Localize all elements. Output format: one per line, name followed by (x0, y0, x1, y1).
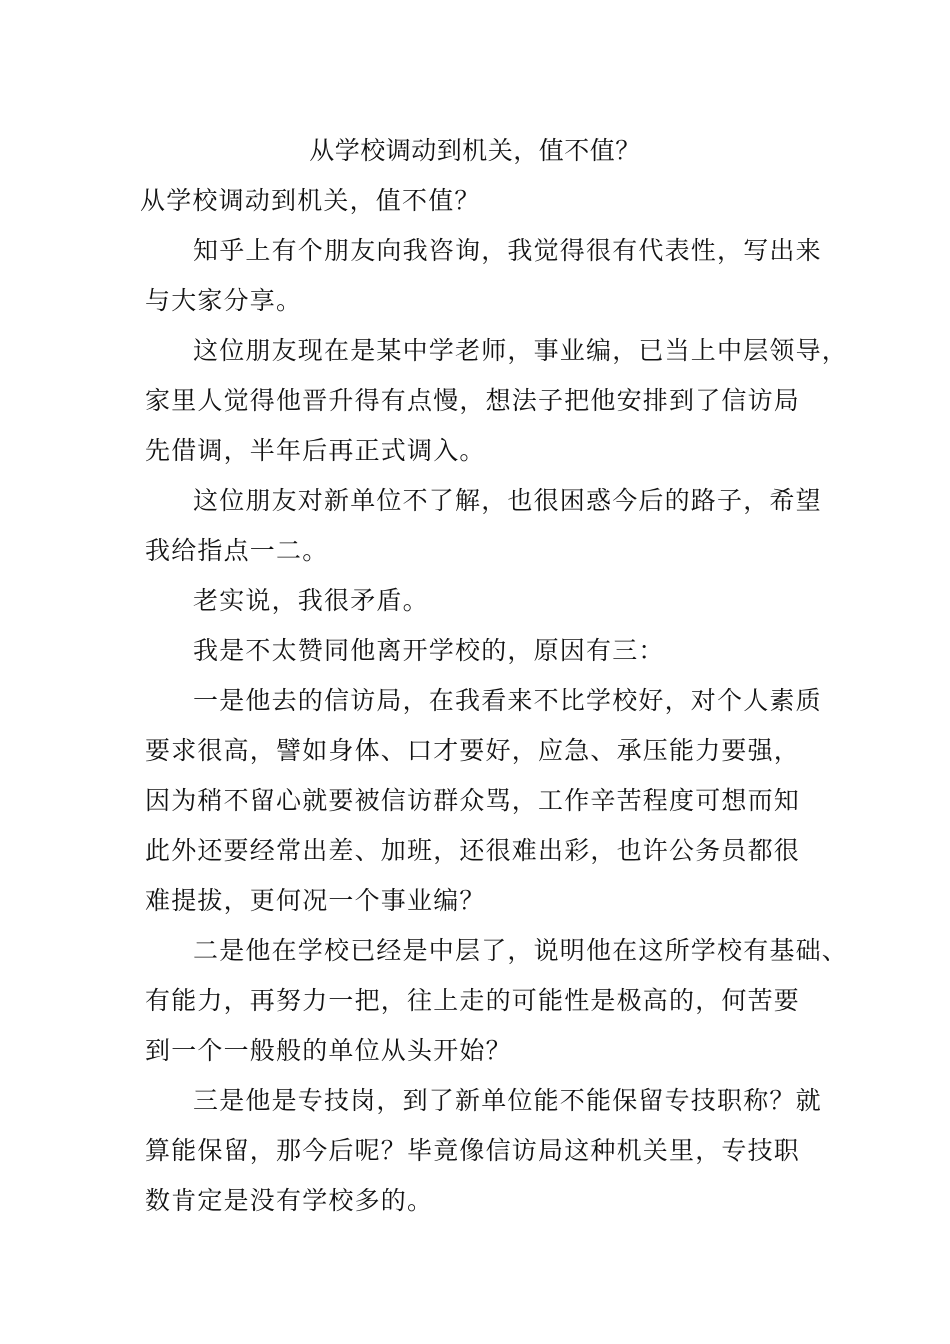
paragraph-line: 数肯定是没有学校多的。 (145, 1186, 434, 1215)
paragraph-line: 我给指点一二。 (145, 536, 329, 565)
paragraph-line: 因为稍不留心就要被信访群众骂，工作辛苦程度可想而知 (145, 786, 801, 815)
paragraph-line: 先借调，半年后再正式调入。 (145, 436, 486, 465)
paragraph-line: 从学校调动到机关，值不值？ (140, 186, 481, 215)
paragraph-line: 与大家分享。 (145, 286, 303, 315)
document-title: 从学校调动到机关，值不值？ (309, 136, 641, 165)
paragraph-line: 知乎上有个朋友向我咨询，我觉得很有代表性，写出来 (193, 236, 822, 265)
paragraph-line: 此外还要经常出差、加班，还很难出彩，也许公务员都很 (145, 836, 801, 865)
paragraph-line: 有能力，再努力一把，往上走的可能性是极高的，何苦要 (145, 986, 801, 1015)
paragraph-line: 一是他去的信访局，在我看来不比学校好，对个人素质 (193, 686, 822, 715)
paragraph-line: 这位朋友现在是某中学老师，事业编，已当上中层领导， (193, 336, 849, 365)
paragraph-line: 家里人觉得他晋升得有点慢，想法子把他安排到了信访局 (145, 386, 801, 415)
paragraph-line: 难提拔，更何况一个事业编？ (145, 886, 486, 915)
paragraph-line: 三是他是专技岗，到了新单位能不能保留专技职称？就 (193, 1086, 822, 1115)
paragraph-line: 到一个一般般的单位从头开始？ (145, 1036, 512, 1065)
paragraph-line: 二是他在学校已经是中层了，说明他在这所学校有基础、 (193, 936, 849, 965)
paragraph-line: 算能保留，那今后呢？毕竟像信访局这种机关里，专技职 (145, 1136, 801, 1165)
paragraph-line: 老实说，我很矛盾。 (193, 586, 429, 615)
paragraph-line: 这位朋友对新单位不了解，也很困惑今后的路子，希望 (193, 486, 822, 515)
paragraph-line: 我是不太赞同他离开学校的，原因有三： (193, 636, 665, 665)
paragraph-line: 要求很高，譬如身体、口才要好，应急、承压能力要强， (145, 736, 801, 765)
